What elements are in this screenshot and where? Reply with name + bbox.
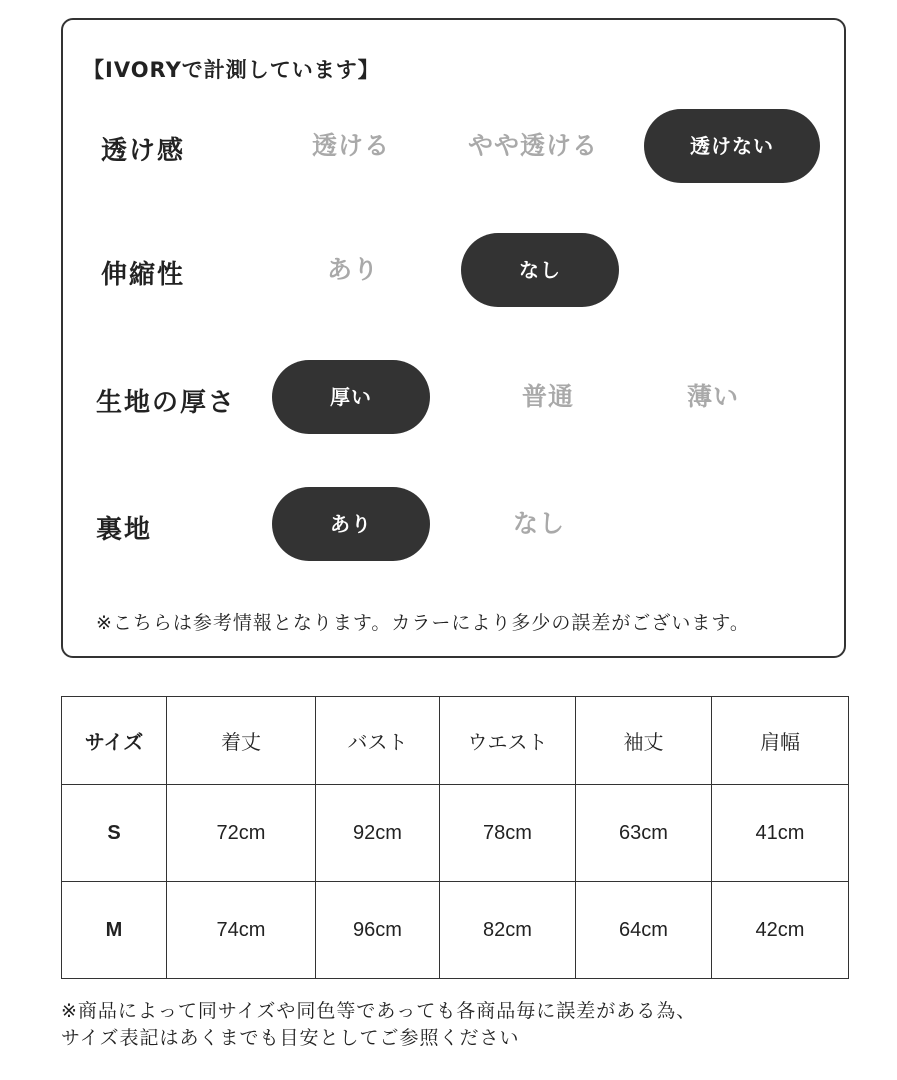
label-lining: 裏地 xyxy=(96,515,153,545)
label-transparency: 透け感 xyxy=(101,136,186,166)
fabric-note: ※こちらは参考情報となります。カラーにより多少の誤差がございます。 xyxy=(96,612,750,634)
header-bust: バスト xyxy=(316,697,440,785)
table-cell: 74cm xyxy=(167,882,316,979)
header-length: 着丈 xyxy=(167,697,316,785)
table-cell: 96cm xyxy=(316,882,440,979)
size-table-header-row xyxy=(62,697,849,785)
header-shoulder: 肩幅 xyxy=(712,697,849,785)
table-cell: 64cm xyxy=(576,882,712,979)
table-cell: 72cm xyxy=(167,785,316,882)
header-sleeve: 袖丈 xyxy=(576,697,712,785)
table-cell: 42cm xyxy=(712,882,849,979)
disclaimer-line-2: サイズ表記はあくまでも目安としてご参照ください xyxy=(61,1027,520,1049)
option-transparent: 透ける xyxy=(311,131,390,160)
option-lining-yes-selected: あり xyxy=(272,487,430,561)
table-cell: 78cm xyxy=(440,785,576,882)
size-cell: S xyxy=(62,785,167,882)
table-row xyxy=(62,785,849,882)
option-stretch-no-selected: なし xyxy=(461,233,619,307)
size-disclaimer xyxy=(61,998,696,1052)
disclaimer-line-1: ※商品によって同サイズや同色等であっても各商品毎に誤差がある為、 xyxy=(61,1000,697,1022)
fabric-info-title: 【IVORYで計測しています】 xyxy=(83,58,380,82)
option-thin: 薄い xyxy=(686,382,739,411)
label-stretch: 伸縮性 xyxy=(101,260,186,290)
option-slightly-transparent: やや透ける xyxy=(467,131,598,160)
option-lining-no: なし xyxy=(512,509,565,538)
option-normal: 普通 xyxy=(521,382,574,411)
size-cell: M xyxy=(62,882,167,979)
table-cell: 82cm xyxy=(440,882,576,979)
option-stretch-yes: あり xyxy=(326,255,379,284)
table-cell: 41cm xyxy=(712,785,849,882)
table-cell: 63cm xyxy=(576,785,712,882)
table-row xyxy=(62,882,849,979)
option-not-transparent-selected: 透けない xyxy=(644,109,820,183)
option-thick-selected: 厚い xyxy=(272,360,430,434)
label-thickness: 生地の厚さ xyxy=(96,388,237,418)
header-waist: ウエスト xyxy=(440,697,576,785)
fabric-info-box xyxy=(61,18,846,658)
size-table xyxy=(61,696,849,979)
table-cell: 92cm xyxy=(316,785,440,882)
header-size: サイズ xyxy=(62,697,167,785)
